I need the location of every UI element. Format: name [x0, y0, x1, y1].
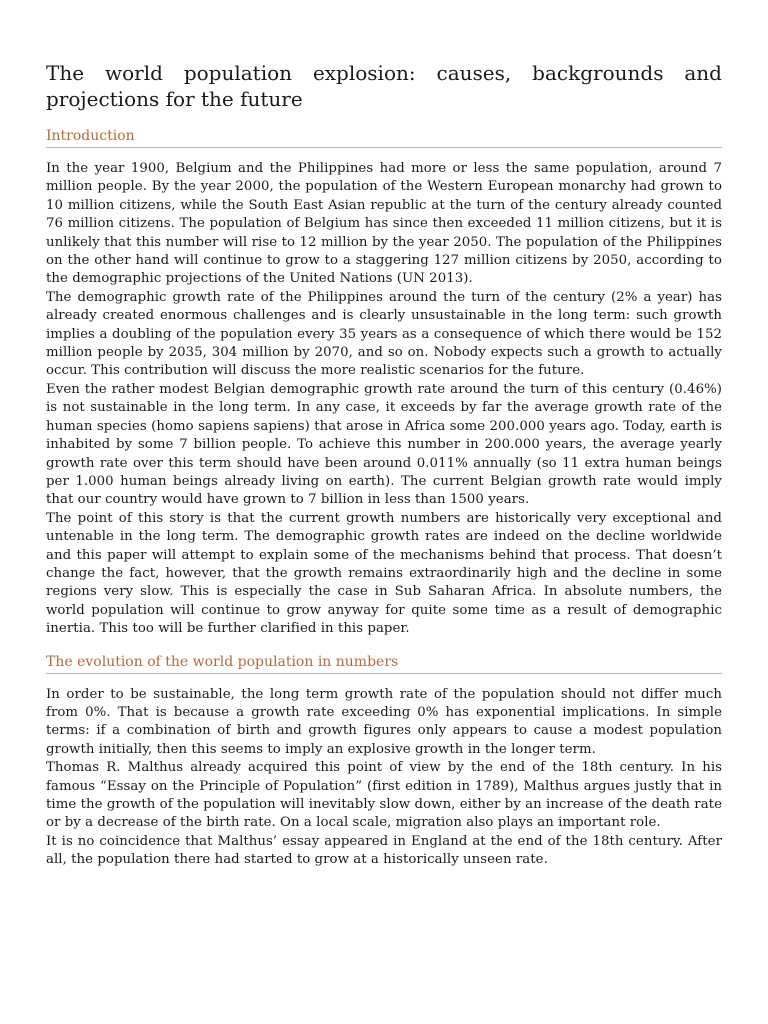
section-body-evolution [46, 686, 722, 870]
paragraph: In order to be sustainable, the long term growth rate of the population should not differ much from 0%. That is because a growth rate exceeding 0% has exponential implications. In simple terms: if a combination of birth and growth figures only appears to cause a modest population growth initially, then this seems to imply an explosive growth in the longer term. [46, 686, 722, 757]
section-heading-introduction: Introduction [46, 127, 722, 148]
paragraph: Thomas R. Malthus already acquired this point of view by the end of the 18th century. In his famous “Essay on the Principle of Population” (first edition in 1789), Malthus argues justly that in time the growth of the population will inevitably slow down, either by an increase of the death rate or by a decrease of the birth rate. On a local scale, migration also plays an important role. [46, 760, 722, 831]
title-line-1: The world population explosion: causes, backgrounds and [46, 61, 722, 85]
section-body-introduction [46, 160, 722, 639]
paragraph: The point of this story is that the current growth numbers are historically very exceptional and untenable in the long term. The demographic growth rates are indeed on the decline worldwide and this paper will attempt to explain some of the mechanisms behind that process. That doesn’t change the fact, however, that the growth remains extraordinarily high and the decline in some regions very slow. This is especially the case in Sub Saharan Africa. In absolute numbers, the world population will continue to grow anyway for quite some time as a result of demographic inertia. This too will be further clarified in this paper. [46, 510, 722, 637]
section-heading-evolution: The evolution of the world population in numbers [46, 653, 722, 674]
paragraph: Even the rather modest Belgian demographic growth rate around the turn of this century (0.46%) is not sustainable in the long term. In any case, it exceeds by far the average growth rate of the human species (homo sapiens sapiens) that arose in Africa some 200.000 years ago. Today, earth is inhabited by some 7 billion people. To achieve this number in 200.000 years, the average yearly growth rate over this term should have been around 0.011% annually (so 11 extra human beings per 1.000 human beings already living on earth). The current Belgian growth rate would imply that our country would have grown to 7 billion in less than 1500 years. [46, 381, 722, 508]
title-line-2: projections for the future [46, 87, 303, 111]
paragraph: In the year 1900, Belgium and the Philippines had more or less the same population, around 7 million people. By the year 2000, the population of the Western European monarchy had grown to 10 million citizens, while the South East Asian republic at the turn of the century already counted 76 million citizens. The population of Belgium has since then exceeded 11 million citizens, but it is unlikely that this number will rise to 12 million by the year 2050. The population of the Philippines on the other hand will continue to grow to a staggering 127 million citizens by 2050, according to the demographic projections of the United Nations (UN 2013). [46, 161, 722, 287]
document-title [46, 60, 722, 112]
paragraph: It is no coincidence that Malthus’ essay appeared in England at the end of the 18th century. After all, the population there had started to grow at a historically unseen rate. [46, 833, 722, 868]
paragraph: The demographic growth rate of the Philippines around the turn of the century (2% a year) has already created enormous challenges and is clearly unsustainable in the long term: such growth implies a doubling of the population every 35 years as a consequence of which there would be 152 million people by 2035, 304 million by 2070, and so on. Nobody expects such a growth to actually occur. This contribution will discuss the more realistic scenarios for the future. [46, 289, 722, 379]
